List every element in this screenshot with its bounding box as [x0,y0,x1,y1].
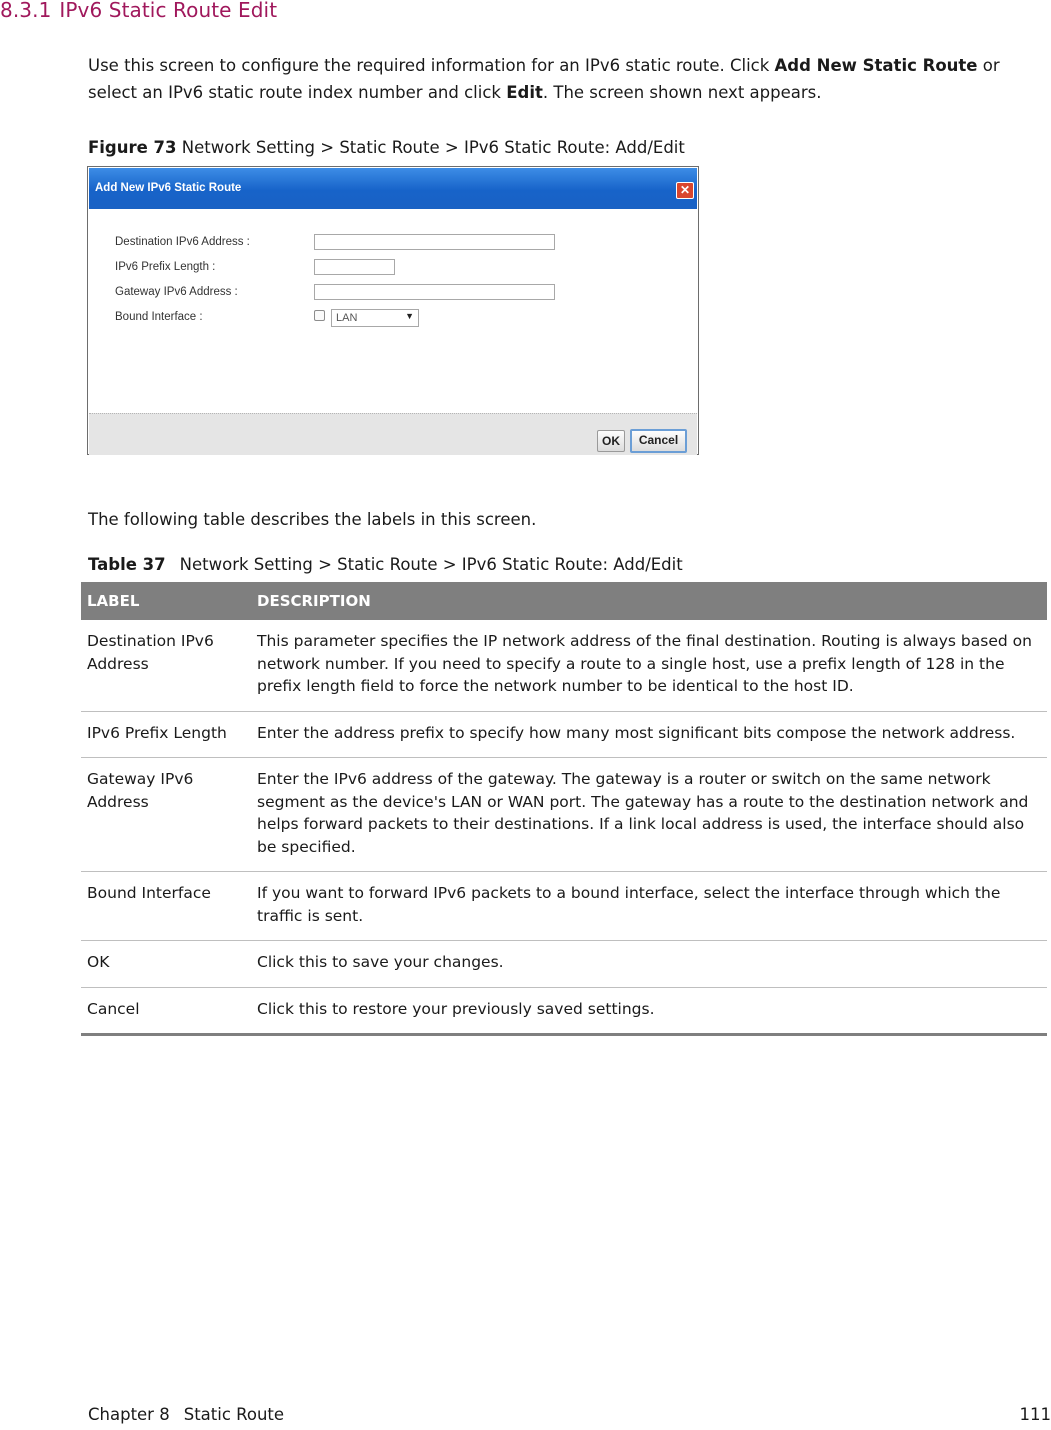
ok-button[interactable]: OK [597,430,625,452]
add-ipv6-static-route-dialog [87,166,699,455]
table-row [81,941,1047,988]
bound-interface-checkbox[interactable] [314,310,325,321]
table-caption [88,555,683,574]
bound-interface-select[interactable] [331,309,419,327]
gateway-ipv6-address-input[interactable] [314,284,555,300]
row-description: If you want to forward IPv6 packets to a bound interface, select the interface through which the traffic is sent. [251,872,1047,941]
page-number: 111 [1019,1405,1051,1424]
label-description-table [81,582,1047,1036]
dropdown-arrow-icon: ▼ [405,311,414,321]
row-label: Destination IPv6 Address [81,620,251,711]
row-description: Click this to save your changes. [251,941,1047,988]
row-label: Bound Interface [81,872,251,941]
footer-chapter: Chapter 8 [88,1405,170,1424]
section-number: 8.3.1 [0,0,52,22]
dialog-titlebar [89,168,697,209]
table-row [81,987,1047,1035]
bound-interface-label: Bound Interface : [115,311,203,323]
row-description: Enter the address prefix to specify how many most significant bits compose the network address. [251,711,1047,758]
table-caption-text: Network Setting > Static Route > IPv6 Static Route: Add/Edit [179,555,683,574]
intro-text-3: . The screen shown next appears. [542,83,822,102]
table-row [81,711,1047,758]
close-icon[interactable]: ✕ [676,182,694,199]
figure-label: Figure 73 [88,138,177,157]
destination-ipv6-address-label: Destination IPv6 Address : [115,236,250,248]
dialog-button-bar [89,413,697,455]
table-label: Table 37 [88,555,166,574]
page-footer-chapter [88,1405,284,1424]
table-header-row [81,582,1047,620]
ipv6-prefix-length-label: IPv6 Prefix Length : [115,261,216,273]
row-description: Enter the IPv6 address of the gateway. The gateway is a router or switch on the same network segment as the device's LAN or WAN port. The gateway has a route to the destination network and helps forward packets to their destinations. If a link local address is used, the interface should also be specified. [251,758,1047,872]
intro-text-2: or select an IPv6 static route index number and click [88,56,1000,102]
ipv6-prefix-length-input[interactable] [314,259,395,275]
header-description: DESCRIPTION [251,582,1047,620]
section-title: IPv6 Static Route Edit [59,0,278,22]
intro-paragraph [88,52,1048,106]
destination-ipv6-address-input[interactable] [314,234,555,250]
row-label: OK [81,941,251,988]
table-row [81,872,1047,941]
footer-section: Static Route [183,1405,285,1424]
intro-bold-add-new: Add New Static Route [774,56,978,75]
intro-bold-edit: Edit [506,83,543,102]
bound-interface-selected-value: LAN [336,312,358,324]
figure-caption-text: Network Setting > Static Route > IPv6 Static Route: Add/Edit [181,138,685,157]
cancel-button[interactable]: Cancel [630,429,687,453]
row-description: Click this to restore your previously saved settings. [251,987,1047,1035]
row-label: Gateway IPv6 Address [81,758,251,872]
dialog-title: Add New IPv6 Static Route [95,182,242,194]
row-description: This parameter specifies the IP network address of the final destination. Routing is always based on network number. If you need to specify a route to a single host, use a prefix length of 128 in the prefix length field to force the network number to be identical to the host ID. [251,620,1047,711]
section-heading [0,0,277,22]
row-label: IPv6 Prefix Length [81,711,251,758]
gateway-ipv6-address-label: Gateway IPv6 Address : [115,286,238,298]
row-label: Cancel [81,987,251,1035]
figure-caption [88,138,685,157]
table-row [81,620,1047,711]
header-label: LABEL [81,582,251,620]
table-intro: The following table describes the labels in this screen. [88,510,537,529]
intro-text-1: Use this screen to configure the required information for an IPv6 static route. Click [88,56,775,75]
table-row [81,758,1047,872]
